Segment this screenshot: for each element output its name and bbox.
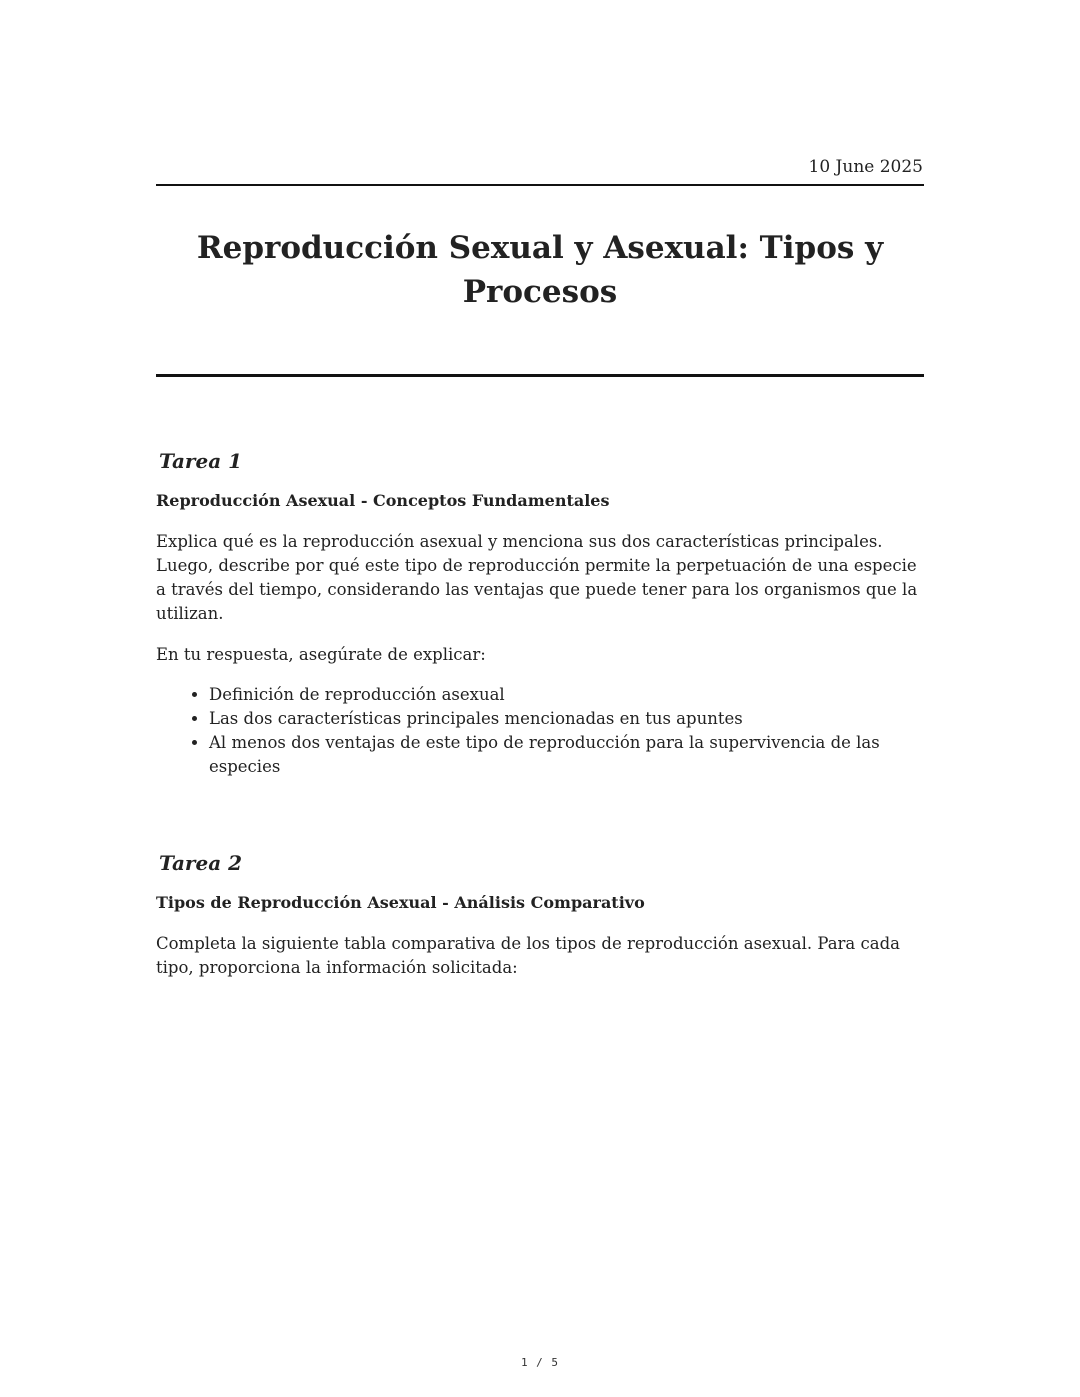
document-title: Reproducción Sexual y Asexual: Tipos y Procesos	[196, 230, 884, 310]
task-2-paragraph: Completa la siguiente tabla comparativa de los tipos de reproducción asexual. Para cada tipo, proporciona la información solicitada:	[156, 934, 900, 977]
task-1-heading: Tarea 1	[159, 449, 243, 473]
task-2-section	[156, 849, 924, 980]
title-divider	[156, 374, 924, 377]
task-1-intro: En tu respuesta, asegúrate de explicar:	[156, 645, 486, 664]
task-1-bullet-list	[156, 683, 924, 779]
task-2-heading: Tarea 2	[159, 851, 243, 875]
document-date: 10 June 2025	[808, 157, 923, 177]
task-1-section	[156, 447, 924, 779]
task-1-subtitle: Reproducción Asexual - Conceptos Fundamentales	[156, 491, 610, 510]
header-divider	[156, 184, 924, 186]
task-2-subtitle: Tipos de Reproducción Asexual - Análisis Comparativo	[156, 893, 645, 912]
task-1-paragraph: Explica qué es la reproducción asexual y menciona sus dos características principales. Luego, describe por qué este tipo de reproducción permite la perpetuación de una especie a través del tiempo, considerando las ventajas que puede tener para los organismos que la utilizan.	[156, 532, 918, 623]
page-indicator: 1 / 5	[520, 1356, 560, 1369]
list-item: • Definición de reproducción asexual	[209, 683, 924, 707]
list-item: • Las dos características principales mencionadas en tus apuntes	[209, 707, 924, 731]
list-item: • Al menos dos ventajas de este tipo de reproducción para la supervivencia de las especies	[209, 731, 924, 779]
